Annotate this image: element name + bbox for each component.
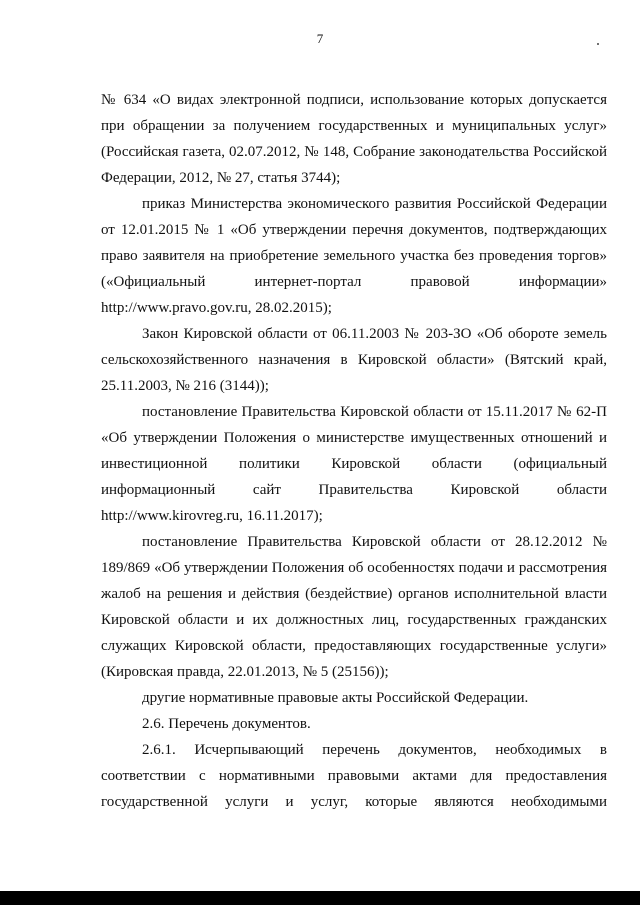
paragraph-complaints-regulation: постановление Правительства Кировской области от 28.12.2012 № 189/869 «Об утверждении Положения об особенностях подачи и рассмотрения жалоб на решения и действия (бездействие) органов исполнительной власти Кировской области и их должностных лиц, государственных гражданских служащих Кировской области, предоставляющих государственные услуги» (Кировская правда, 22.01.2013, № 5 (25156));	[101, 534, 607, 680]
paragraph-economy-order: приказ Министерства экономического развития Российской Федерации от 12.01.2015 № 1 «Об утверждении перечня документов, подтверждающих право заявителя на приобретение земельного участка без проведения торгов» («Официальный интернет-портал правовой информации» http://www.pravo.gov.ru, 28.02.2015);	[101, 196, 607, 316]
page-number: 7	[316, 31, 324, 46]
paragraph-kirov-law: Закон Кировской области от 06.11.2003 № 203-ЗО «Об обороте земель сельскохозяйственного назначения в Кировской области» (Вятский край, 25.11.2003, № 216 (3144));	[101, 326, 607, 394]
paragraph-ministry-regulation: постановление Правительства Кировской области от 15.11.2017 № 62-П «Об утверждении Положения о министерстве имущественных отношений и инвестиционной политики Кировской области (официальный информационный сайт Правительства Кировской области http://www.kirovreg.ru, 16.11.2017);	[101, 404, 607, 524]
paragraph-signature-decree: № 634 «О видах электронной подписи, использование которых допускается при обращении за получением государственных и муниципальных услуг» (Российская газета, 02.07.2012, № 148, Собрание законодательства Российской Федерации, 2012, № 27, статья 3744);	[101, 92, 607, 186]
paragraph-2-6-1: 2.6.1. Исчерпывающий перечень документов, необходимых в соответствии с нормативными правовыми актами для предоставления государственной услуги и услуг, которые являются необходимыми	[101, 742, 607, 810]
section-heading-2-6: 2.6. Перечень документов.	[142, 716, 311, 732]
scan-bottom-edge	[0, 891, 640, 905]
paragraph-other-acts: другие нормативные правовые акты Российской Федерации.	[142, 690, 529, 706]
scan-speck	[597, 43, 599, 45]
document-body	[101, 87, 607, 815]
